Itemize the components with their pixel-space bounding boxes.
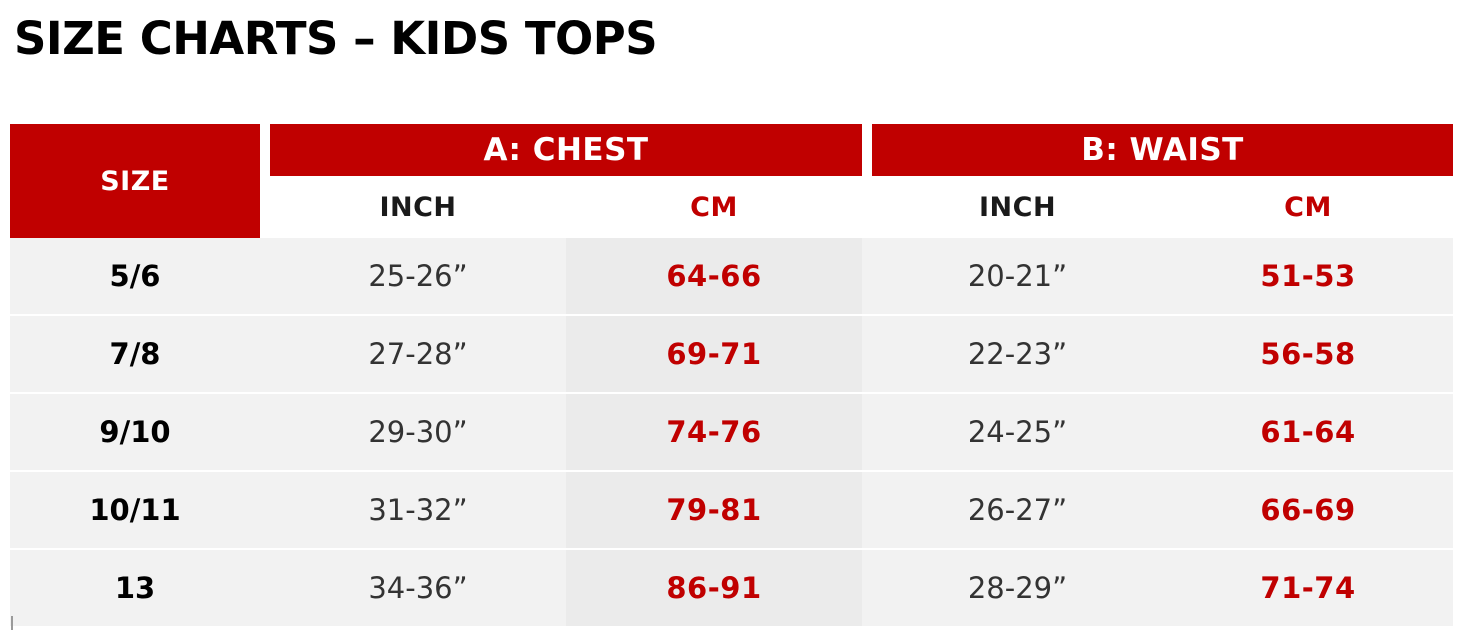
cell-gap [862, 472, 872, 548]
crop-mark [11, 616, 13, 630]
cell-gap [862, 238, 872, 314]
cell-chest-inch: 34-36” [270, 550, 566, 626]
cell-gap [862, 394, 872, 470]
cell-chest-cm: 74-76 [566, 394, 862, 470]
cell-size: 13 [10, 550, 260, 626]
cell-waist-inch: 20-21” [872, 238, 1163, 314]
header-gap-2 [862, 124, 872, 238]
header-waist-inch: INCH [872, 176, 1163, 238]
cell-size: 9/10 [10, 394, 260, 470]
cell-gap [862, 550, 872, 626]
header-gap-1 [260, 124, 270, 238]
table-row [10, 238, 1453, 314]
cell-chest-cm: 64-66 [566, 238, 862, 314]
cell-gap [260, 472, 270, 548]
cell-gap [260, 394, 270, 470]
cell-waist-inch: 22-23” [872, 316, 1163, 392]
cell-waist-cm: 51-53 [1163, 238, 1453, 314]
header-waist-cm: CM [1163, 176, 1453, 238]
table-row [10, 316, 1453, 392]
cell-size: 7/8 [10, 316, 260, 392]
size-chart-table [10, 124, 1453, 626]
page-title: SIZE CHARTS – KIDS TOPS [14, 12, 658, 65]
cell-gap [260, 550, 270, 626]
cell-size: 10/11 [10, 472, 260, 548]
cell-waist-cm: 66-69 [1163, 472, 1453, 548]
cell-chest-inch: 31-32” [270, 472, 566, 548]
cell-gap [260, 238, 270, 314]
header-chest-inch: INCH [270, 176, 566, 238]
header-group-waist: B: WAIST [872, 124, 1453, 176]
cell-chest-cm: 79-81 [566, 472, 862, 548]
table-row [10, 550, 1453, 626]
header-size: SIZE [10, 124, 260, 238]
cell-waist-cm: 61-64 [1163, 394, 1453, 470]
table-row [10, 472, 1453, 548]
cell-chest-inch: 27-28” [270, 316, 566, 392]
table-header-group-row [10, 124, 1453, 176]
cell-chest-inch: 29-30” [270, 394, 566, 470]
cell-waist-inch: 26-27” [872, 472, 1163, 548]
cell-gap [260, 316, 270, 392]
cell-chest-cm: 69-71 [566, 316, 862, 392]
cell-size: 5/6 [10, 238, 260, 314]
header-group-chest: A: CHEST [270, 124, 862, 176]
cell-waist-inch: 28-29” [872, 550, 1163, 626]
table-row [10, 394, 1453, 470]
cell-waist-cm: 56-58 [1163, 316, 1453, 392]
cell-chest-cm: 86-91 [566, 550, 862, 626]
cell-gap [862, 316, 872, 392]
cell-waist-inch: 24-25” [872, 394, 1163, 470]
cell-chest-inch: 25-26” [270, 238, 566, 314]
cell-waist-cm: 71-74 [1163, 550, 1453, 626]
header-chest-cm: CM [566, 176, 862, 238]
